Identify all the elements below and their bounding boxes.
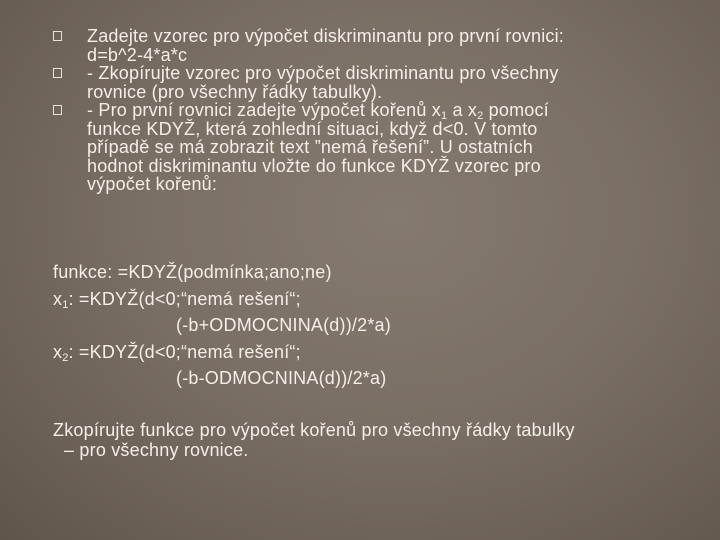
bullet-item-1 [53, 27, 683, 64]
x2-formula-continuation: (-b-ODMOCNINA(d))/2*a) [176, 368, 387, 388]
x2-subscript: 2 [62, 351, 69, 364]
x2-formula [53, 339, 693, 366]
bullet-3-text-a: - Pro první rovnici zadejte výpočet kořenů x [87, 100, 441, 120]
bullet-3-line-3: případě se má zobrazit text ”nemá řešení”. U ostatních [87, 137, 533, 157]
x2-formula-text: : =KDYŽ(d<0;“nemá rešení“; [68, 341, 301, 362]
bullet-item-2 [53, 64, 683, 101]
bullet-3-line-5: výpočet kořenů: [87, 174, 218, 194]
bullet-1-line-2: d=b^2-4*a*c [87, 44, 188, 65]
x1-formula-text: : =KDYŽ(d<0;“nemá rešení“; [68, 288, 301, 309]
closing-line-1: Zkopírujte funkce pro výpočet kořenů pro všechny řádky tabulky [53, 420, 575, 440]
formula-block [53, 259, 693, 392]
bullet-3-text-c: pomocí [483, 100, 549, 120]
square-bullet-icon [53, 105, 62, 115]
bullet-list [53, 27, 683, 194]
subscript-2: 2 [477, 110, 484, 122]
bullet-3-text-b: a x [447, 100, 478, 120]
square-bullet-icon [53, 68, 62, 78]
x2-variable: x [53, 341, 63, 362]
x1-subscript: 1 [62, 298, 69, 311]
bullet-1-line-1: Zadejte vzorec pro výpočet diskriminantu pro první rovnici: [87, 26, 564, 46]
square-bullet-icon [53, 31, 62, 41]
bullet-2-line-2: rovnice (pro všechny řádky tabulky). [87, 81, 383, 102]
bullet-item-3 [53, 101, 683, 194]
subscript-1: 1 [440, 110, 448, 122]
bullet-3-line-1 [87, 101, 683, 120]
bullet-2-line-1: - Zkopírujte vzorec pro výpočet diskriminantu pro všechny [87, 63, 559, 83]
x1-variable: x [53, 288, 63, 309]
closing-instruction [53, 420, 693, 460]
x1-formula [53, 286, 693, 313]
bullet-3-line-2: funkce KDYŽ, která zohlední situaci, když d<0. V tomto [87, 118, 538, 139]
x1-formula-continuation: (-b+ODMOCNINA(d))/2*a) [176, 315, 391, 335]
bullet-3-line-4: hodnot diskriminantu vložte do funkce KDYŽ vzorec pro [87, 155, 541, 176]
closing-line-2: – pro všechny rovnice. [64, 440, 249, 460]
function-syntax: funkce: =KDYŽ(podmínka;ano;ne) [53, 262, 332, 282]
